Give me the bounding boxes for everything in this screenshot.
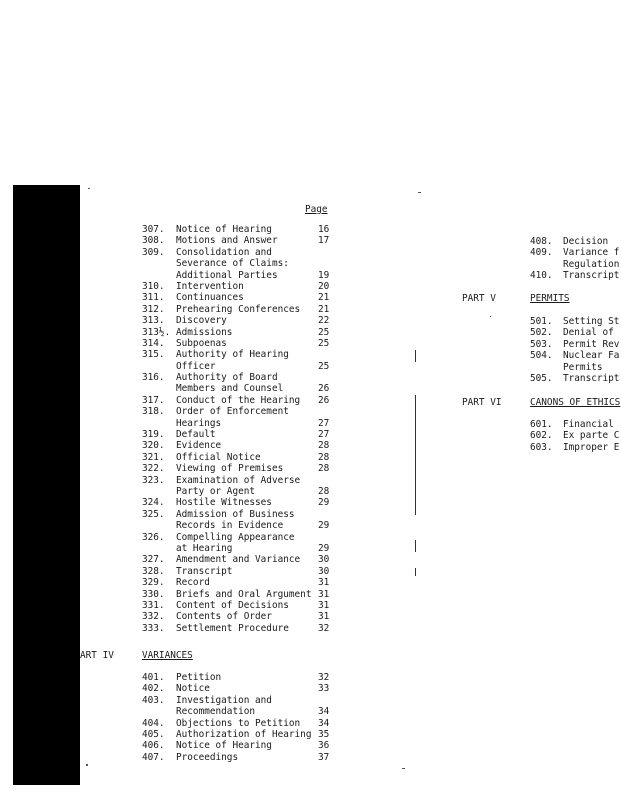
section-title: Transcript <box>563 372 620 384</box>
toc-entry <box>142 566 342 577</box>
toc-entry <box>530 350 621 361</box>
section-title: Severance of Claims: <box>176 258 289 270</box>
scan-black-margin <box>13 185 80 785</box>
section-number: 502. <box>530 327 553 339</box>
toc-entry <box>142 611 342 622</box>
page-number: 29 <box>318 520 330 532</box>
section-title: Officer <box>176 360 216 372</box>
toc-entry <box>142 395 342 406</box>
page-number: 26 <box>318 394 330 406</box>
section-number: 405. <box>142 728 165 740</box>
section-title: Official Notice <box>176 451 261 463</box>
toc-entry <box>142 338 342 349</box>
section-title: Notice <box>176 683 210 695</box>
page-number: 31 <box>318 599 330 611</box>
toc-left-column <box>142 224 342 634</box>
toc-entry <box>142 509 342 520</box>
section-number: 401. <box>142 672 165 683</box>
section-title: Examination of Adverse <box>176 474 301 486</box>
section-number: 318. <box>142 406 165 418</box>
toc-entry <box>530 339 621 350</box>
toc-entry <box>530 373 621 384</box>
section-number: 327. <box>142 554 165 566</box>
toc-entry <box>142 706 342 717</box>
section-number: 331. <box>142 599 165 611</box>
page-number: 28 <box>318 440 330 452</box>
toc-entry <box>142 695 342 706</box>
toc-entry <box>142 418 342 429</box>
toc-part-v-entries <box>530 316 621 384</box>
toc-entry <box>142 497 342 508</box>
page-number: 29 <box>318 497 330 509</box>
section-number: 320. <box>142 440 165 452</box>
toc-entry <box>142 486 342 497</box>
part-v-label: PART V <box>462 293 496 304</box>
page-number: 26 <box>318 383 330 395</box>
section-title: Authority of Board <box>176 372 278 384</box>
scan-vertical-line <box>415 540 416 552</box>
section-title: Investigation and <box>176 694 272 706</box>
section-title: Hostile Witnesses <box>176 497 272 509</box>
page-number: 16 <box>318 224 330 235</box>
page-number: 30 <box>318 565 330 577</box>
section-number: 311. <box>142 292 165 304</box>
section-title: Consolidation and <box>176 246 272 258</box>
toc-entry <box>530 442 621 453</box>
section-title: Party or Agent <box>176 485 256 497</box>
page-number: 25 <box>318 337 330 349</box>
page-number: 35 <box>318 728 330 740</box>
page-number: 21 <box>318 292 330 304</box>
page-number: 32 <box>318 622 330 634</box>
section-title: Evidence <box>176 440 222 452</box>
page-number: 31 <box>318 611 330 623</box>
section-title: Variance f <box>563 247 620 259</box>
section-number: 308. <box>142 235 165 247</box>
page-number: 33 <box>318 683 330 695</box>
toc-entry <box>142 600 342 611</box>
toc-entry <box>142 623 342 634</box>
page-number: 29 <box>318 542 330 554</box>
part-iv-heading: VARIANCES <box>142 650 193 661</box>
toc-entry <box>530 419 621 430</box>
section-number: 324. <box>142 497 165 509</box>
toc-entry <box>530 259 621 270</box>
toc-entry <box>142 304 342 315</box>
scan-vertical-line <box>415 395 416 515</box>
section-title: Subpoenas <box>176 337 227 349</box>
section-title: Decision <box>563 236 609 247</box>
section-title: Settlement Procedure <box>176 622 289 634</box>
section-number: 314. <box>142 337 165 349</box>
toc-entry <box>142 406 342 417</box>
page-number: 34 <box>318 706 330 718</box>
section-title: Motions and Answer <box>176 235 278 247</box>
page-number: 28 <box>318 485 330 497</box>
section-title: Transcript <box>563 270 620 282</box>
section-number: 403. <box>142 694 165 706</box>
toc-entry <box>142 383 342 394</box>
section-number: 323. <box>142 474 165 486</box>
toc-entry <box>142 672 342 683</box>
section-title: Viewing of Premises <box>176 463 284 475</box>
section-number: 501. <box>530 316 553 327</box>
section-title: Record <box>176 577 210 589</box>
toc-entry <box>142 327 342 338</box>
toc-entry <box>142 683 342 694</box>
toc-entry <box>142 543 342 554</box>
page-number: 25 <box>318 326 330 338</box>
section-title: Authority of Hearing <box>176 349 289 361</box>
toc-entry <box>142 554 342 565</box>
section-number: 504. <box>530 350 553 362</box>
section-title: Improper E <box>563 441 620 453</box>
toc-entry <box>142 349 342 360</box>
toc-entry <box>530 430 621 441</box>
section-number: 321. <box>142 451 165 463</box>
part-iv-label: ART IV <box>80 650 114 661</box>
toc-entry <box>142 372 342 383</box>
section-title: at Hearing <box>176 542 233 554</box>
toc-entry <box>142 520 342 531</box>
section-number: 329. <box>142 577 165 589</box>
toc-entry <box>530 247 621 258</box>
toc-part-iv-entries <box>142 672 342 763</box>
section-title: Permits <box>563 361 603 373</box>
section-title: Admissions <box>176 326 233 338</box>
page-number: 28 <box>318 463 330 475</box>
section-title: Financial <box>563 419 614 430</box>
section-title: Setting St <box>563 316 620 327</box>
page-number: 21 <box>318 303 330 315</box>
toc-entry <box>142 729 342 740</box>
toc-entry <box>142 281 342 292</box>
section-title: Members and Counsel <box>176 383 284 395</box>
scan-speck <box>418 192 421 193</box>
section-title: Compelling Appearance <box>176 531 295 543</box>
section-title: Proceedings <box>176 751 239 763</box>
section-number: 333. <box>142 622 165 634</box>
toc-entry <box>142 440 342 451</box>
section-number: 410. <box>530 270 553 282</box>
toc-entry <box>142 315 342 326</box>
scan-speck <box>86 764 88 766</box>
section-number: 404. <box>142 717 165 729</box>
section-number: 408. <box>530 236 553 247</box>
section-title: Notice of Hearing <box>176 224 272 235</box>
toc-entry <box>142 235 342 246</box>
page-number: 27 <box>318 429 330 441</box>
page-column-header: Page <box>305 204 328 215</box>
toc-entry <box>142 475 342 486</box>
toc-entry <box>142 577 342 588</box>
page-number: 37 <box>318 751 330 763</box>
toc-entry <box>142 452 342 463</box>
section-number: 601. <box>530 419 553 430</box>
toc-entry <box>530 327 621 338</box>
toc-entry <box>142 740 342 751</box>
section-title: Briefs and Oral Argument <box>176 588 312 600</box>
section-number: 406. <box>142 740 165 752</box>
section-title: Permit Rev <box>563 338 620 350</box>
page-number: 25 <box>318 360 330 372</box>
section-number: 307. <box>142 224 165 235</box>
section-number: 503. <box>530 338 553 350</box>
section-title: Ex parte C <box>563 430 620 442</box>
page-number: 20 <box>318 280 330 292</box>
toc-entry <box>142 752 342 763</box>
section-title: Default <box>176 429 216 441</box>
section-title: Authorization of Hearing <box>176 728 312 740</box>
section-number: 316. <box>142 372 165 384</box>
toc-entry <box>142 718 342 729</box>
section-number: 602. <box>530 430 553 442</box>
page-number: 31 <box>318 577 330 589</box>
page-number: 22 <box>318 315 330 327</box>
page-number: 17 <box>318 235 330 247</box>
section-number: 402. <box>142 683 165 695</box>
section-number: 325. <box>142 508 165 520</box>
toc-entry <box>530 316 621 327</box>
toc-entry <box>142 247 342 258</box>
section-title: Continuances <box>176 292 244 304</box>
page-number: 19 <box>318 269 330 281</box>
section-title: Conduct of the Hearing <box>176 394 301 406</box>
toc-entry <box>142 270 342 281</box>
section-number: 313½. <box>142 326 171 338</box>
toc-right-top-entries <box>530 236 621 282</box>
toc-part-vi-entries <box>530 419 621 453</box>
section-title: Content of Decisions <box>176 599 289 611</box>
section-title: Notice of Hearing <box>176 740 272 752</box>
part-vi-heading: CANONS OF ETHICS <box>530 397 621 408</box>
toc-entry <box>142 589 342 600</box>
section-number: 505. <box>530 372 553 384</box>
section-number: 315. <box>142 349 165 361</box>
section-title: Additional Parties <box>176 269 278 281</box>
section-title: Order of Enforcement <box>176 406 289 418</box>
section-number: 330. <box>142 588 165 600</box>
section-title: Denial of <box>563 327 614 339</box>
toc-entry <box>142 532 342 543</box>
scan-vertical-line <box>415 350 416 362</box>
toc-entry <box>142 258 342 269</box>
section-title: Prehearing Conferences <box>176 303 301 315</box>
scan-vertical-line <box>415 568 416 576</box>
section-number: 313. <box>142 315 165 327</box>
section-number: 312. <box>142 303 165 315</box>
section-title: Contents of Order <box>176 611 272 623</box>
section-number: 319. <box>142 429 165 441</box>
toc-entry <box>142 429 342 440</box>
toc-entry <box>530 362 621 373</box>
section-number: 603. <box>530 441 553 453</box>
section-number: 407. <box>142 751 165 763</box>
page-number: 30 <box>318 554 330 566</box>
section-title: Discovery <box>176 315 227 327</box>
section-number: 310. <box>142 280 165 292</box>
part-vi-label: PART VI <box>462 397 502 408</box>
section-title: Recommendation <box>176 706 256 718</box>
scan-speck <box>490 316 491 317</box>
section-number: 309. <box>142 246 165 258</box>
section-title: Objections to Petition <box>176 717 301 729</box>
page-number: 34 <box>318 717 330 729</box>
section-number: 409. <box>530 247 553 259</box>
section-title: Regulation <box>563 258 620 270</box>
scan-speck <box>402 768 405 769</box>
part-v-heading: PERMITS <box>530 293 570 304</box>
section-number: 317. <box>142 394 165 406</box>
scan-speck <box>88 188 90 189</box>
page-number: 36 <box>318 740 330 752</box>
section-title: Transcript <box>176 565 233 577</box>
section-title: Admission of Business <box>176 508 295 520</box>
toc-entry <box>142 463 342 474</box>
toc-entry <box>530 270 621 281</box>
toc-entry <box>142 361 342 372</box>
toc-entry <box>142 224 342 235</box>
toc-entry <box>530 236 621 247</box>
section-title: Hearings <box>176 417 222 429</box>
page-number: 31 <box>318 588 330 600</box>
toc-entry <box>142 292 342 303</box>
section-number: 328. <box>142 565 165 577</box>
section-number: 322. <box>142 463 165 475</box>
section-title: Amendment and Variance <box>176 554 301 566</box>
section-title: Petition <box>176 672 222 683</box>
page-number: 28 <box>318 451 330 463</box>
section-title: Intervention <box>176 280 244 292</box>
section-number: 326. <box>142 531 165 543</box>
section-title: Records in Evidence <box>176 520 284 532</box>
page-number: 32 <box>318 672 330 683</box>
section-title: Nuclear Fa <box>563 350 620 362</box>
section-number: 332. <box>142 611 165 623</box>
page-number: 27 <box>318 417 330 429</box>
